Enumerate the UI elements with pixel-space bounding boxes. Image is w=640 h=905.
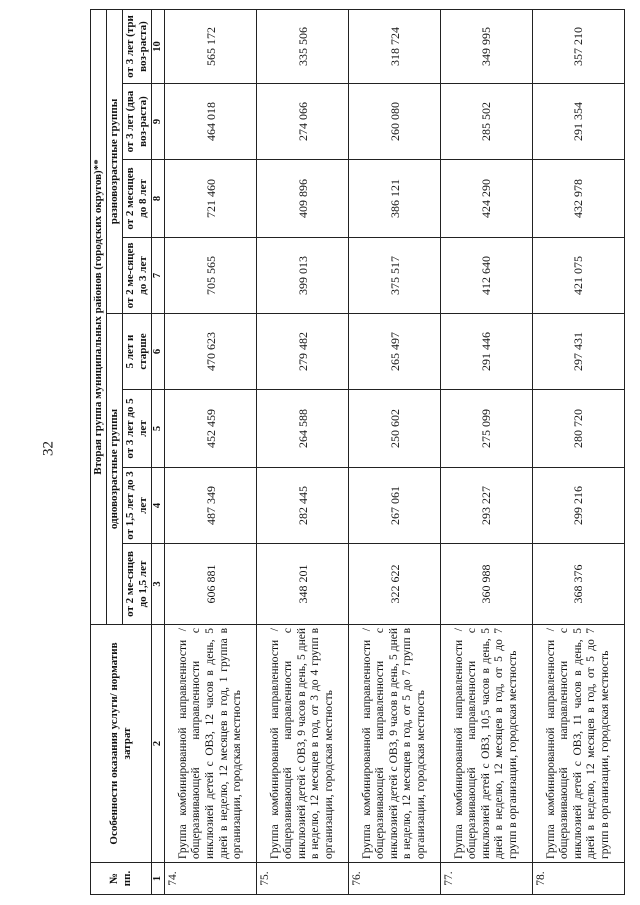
col-index: 8 (151, 160, 164, 238)
row-value: 412 640 (441, 238, 533, 314)
row-value: 421 075 (533, 238, 625, 314)
header-col-8: от 2 месяцев до 8 лет (122, 160, 151, 238)
row-description: Группа комбинированной направленности / общеразвивающей направленности с инклюзией детей с ОВЗ, 9 часов в день, 5 дней в неделю, 12 месяцев в год, от 5 до 7 групп в организации, городская местность (349, 625, 441, 863)
row-value: 360 988 (441, 544, 533, 625)
table-row (533, 9, 625, 894)
page-number: 32 (40, 441, 57, 456)
row-value: 322 622 (349, 544, 441, 625)
row-value: 282 445 (257, 468, 349, 544)
row-value: 432 978 (533, 160, 625, 238)
row-description: Группа комбинированной направленности / общеразвивающей направленности с инклюзией детей с ОВЗ, 10,5 часов в день, 5 дней в неделю, 12 месяцев в год, от 5 до 7 групп в организации, городская местность (441, 625, 533, 863)
rotated-table-container (90, 10, 625, 895)
col-index: 2 (151, 625, 164, 863)
row-value: 424 290 (441, 160, 533, 238)
col-index: 3 (151, 544, 164, 625)
row-value: 285 502 (441, 84, 533, 160)
row-value: 264 588 (257, 390, 349, 468)
header-number: № пп. (91, 863, 152, 895)
row-value: 368 376 (533, 544, 625, 625)
header-col-3: от 2 ме-сяцев до 1,5 лет (122, 544, 151, 625)
col-index: 10 (151, 9, 164, 83)
row-value: 335 506 (257, 9, 349, 83)
row-value: 267 061 (349, 468, 441, 544)
col-index: 4 (151, 468, 164, 544)
row-value: 349 995 (441, 9, 533, 83)
header-col-10: от 3 лет (три воз-раста) (122, 9, 151, 83)
row-value: 250 602 (349, 390, 441, 468)
row-description: Группа комбинированной направленности / общеразвивающей направленности с инклюзией детей с ОВЗ, 12 часов в день, 5 дней в неделю, 12 месяцев в год, 1 группа в организации, городская местность (165, 625, 257, 863)
row-value: 705 565 (165, 238, 257, 314)
table-row (349, 9, 441, 894)
row-value: 357 210 (533, 9, 625, 83)
row-value: 275 099 (441, 390, 533, 468)
row-value: 348 201 (257, 544, 349, 625)
row-value: 565 172 (165, 9, 257, 83)
table-row (165, 9, 257, 894)
row-value: 274 066 (257, 84, 349, 160)
row-number: 78. (533, 863, 625, 895)
col-index: 1 (151, 863, 164, 895)
row-number: 76. (349, 863, 441, 895)
row-value: 386 121 (349, 160, 441, 238)
header-group-title: Вторая группа муниципальных районов (городских округов)** (91, 9, 107, 624)
row-value: 280 720 (533, 390, 625, 468)
col-index: 5 (151, 390, 164, 468)
row-value: 291 446 (441, 314, 533, 390)
row-value: 299 216 (533, 468, 625, 544)
row-number: 74. (165, 863, 257, 895)
row-value: 318 724 (349, 9, 441, 83)
header-single-age-groups: одновозрастные группы (106, 314, 122, 625)
row-number: 77. (441, 863, 533, 895)
row-value: 464 018 (165, 84, 257, 160)
row-number: 75. (257, 863, 349, 895)
header-col-7: от 2 ме-сяцев до 3 лет (122, 238, 151, 314)
row-value: 265 497 (349, 314, 441, 390)
table-row (257, 9, 349, 894)
row-value: 487 349 (165, 468, 257, 544)
row-value: 293 227 (441, 468, 533, 544)
row-value: 291 354 (533, 84, 625, 160)
row-value: 721 460 (165, 160, 257, 238)
row-value: 279 482 (257, 314, 349, 390)
row-value: 470 623 (165, 314, 257, 390)
row-value: 409 896 (257, 160, 349, 238)
row-description: Группа комбинированной направленности / общеразвивающей направленности с инклюзией детей с ОВЗ, 9 часов в день, 5 дней в неделю, 12 месяцев в год, от 3 до 4 групп в организации, городская местность (257, 625, 349, 863)
row-value: 452 459 (165, 390, 257, 468)
header-mixed-age-groups: разновозрастные группы (106, 9, 122, 313)
col-index: 7 (151, 238, 164, 314)
header-col-6: 5 лет и старше (122, 314, 151, 390)
col-index: 9 (151, 84, 164, 160)
header-col-5: от 3 лет до 5 лет (122, 390, 151, 468)
row-value: 606 881 (165, 544, 257, 625)
header-col-9: от 3 лет (два воз-раста) (122, 84, 151, 160)
row-value: 297 431 (533, 314, 625, 390)
col-index: 6 (151, 314, 164, 390)
row-value: 399 013 (257, 238, 349, 314)
header-col-4: от 1,5 лет до 3 лет (122, 468, 151, 544)
row-value: 260 080 (349, 84, 441, 160)
cost-norms-table (90, 9, 625, 895)
row-value: 375 517 (349, 238, 441, 314)
header-description: Особенности оказания услуги/ норматив затрат (91, 625, 152, 863)
table-row (441, 9, 533, 894)
row-description: Группа комбинированной направленности / общеразвивающей направленности с инклюзией детей с ОВЗ, 11 часов в день, 5 дней в неделю, 12 месяцев в год, от 5 до 7 групп в организации, городская местность (533, 625, 625, 863)
